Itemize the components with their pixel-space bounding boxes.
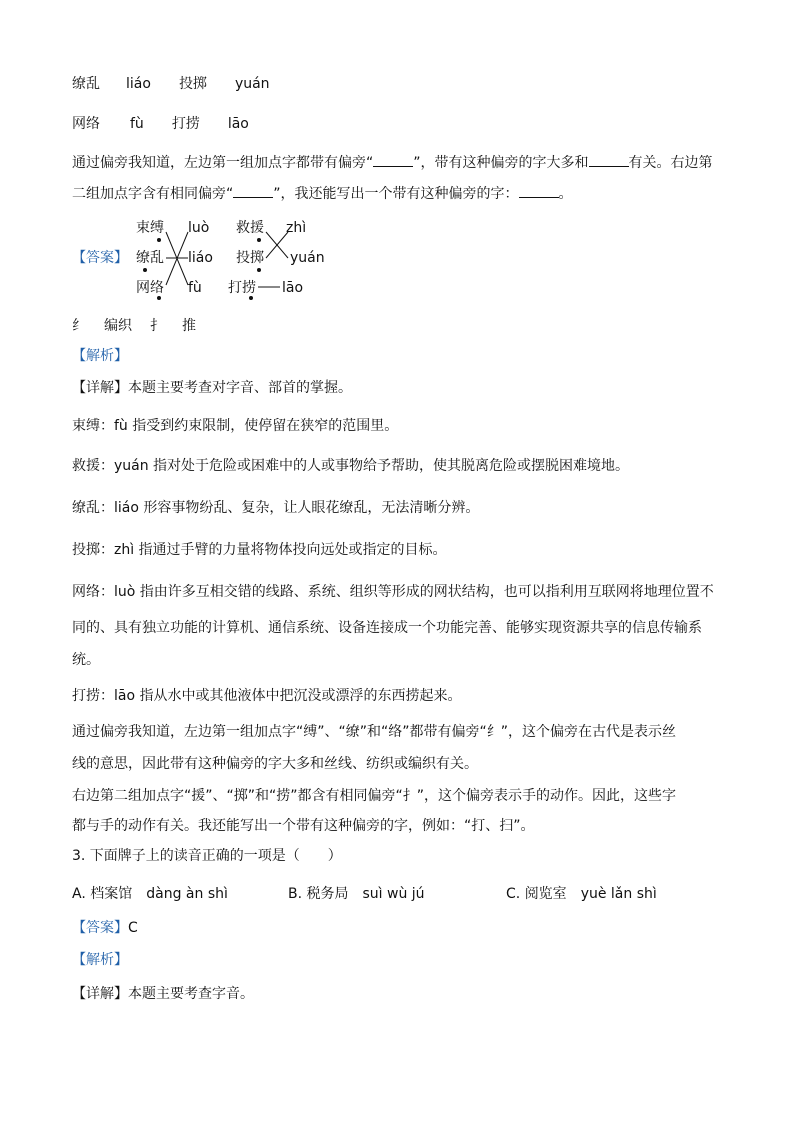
word: 打捞 xyxy=(171,116,200,132)
match-left-pinyin: fù xyxy=(188,280,202,296)
detail-line: 【详解】本题主要考查对字音、部首的掌握。 xyxy=(72,380,352,396)
match-right-word: 投掷 xyxy=(236,250,264,266)
dot-mark xyxy=(157,238,161,242)
explanation-line: 网络：luò 指由许多互相交错的线路、系统、组织等形成的网状结构，也可以指利用互联网将地理位置不 xyxy=(72,584,714,600)
analysis-label: 【解析】 xyxy=(72,348,128,364)
dot-mark xyxy=(257,268,261,272)
pinyin: fù xyxy=(130,116,144,132)
word: 缭乱 xyxy=(72,76,100,92)
question-line-2: 二组加点字含有相同偏旁“ ”，我还能写出一个带有这种偏旁的字： 。 xyxy=(72,183,573,204)
match-right-pinyin: lāo xyxy=(282,280,304,296)
explanation-line: 统。 xyxy=(72,652,100,668)
explanation-line: 通过偏旁我知道，左边第一组加点字“缚”、“缭”和“络”都带有偏旁“纟”，这个偏旁在古代是表示丝 xyxy=(72,724,677,740)
question-line-1: 通过偏旁我知道，左边第一组加点字都带有偏旁“ ”，带有这种偏旁的字大多和 有关。右边第 xyxy=(72,152,713,173)
match-right-pinyin: yuán xyxy=(290,250,325,266)
match-right-word: 打捞 xyxy=(228,280,256,296)
dot-mark xyxy=(157,296,161,300)
q3-answer: 【答案】C xyxy=(72,920,138,936)
q3-analysis-label: 【解析】 xyxy=(72,952,128,968)
dot-mark xyxy=(143,268,147,272)
explanation-line: 都与手的动作有关。我还能写出一个带有这种偏旁的字，例如：“打、扫”。 xyxy=(72,818,535,834)
match-left-word: 缭乱 xyxy=(136,250,164,266)
match-left-word: 网络 xyxy=(136,280,164,296)
match-left-pinyin: luò xyxy=(188,220,210,236)
q3-question: 3. 下面牌子上的读音正确的一项是（ ） xyxy=(72,848,342,864)
explanation-line: 救援：yuán 指对处于危险或困难中的人或事物给予帮助，使其脱离危险或摆脱困难境地。 xyxy=(72,458,630,474)
match-right-pinyin: zhì xyxy=(286,220,307,236)
answer-fill-line: 纟 编织 扌 推 xyxy=(72,318,196,334)
explanation-line: 打捞：lāo 指从水中或其他液体中把沉没或漂浮的东西捞起来。 xyxy=(72,688,462,704)
q3-option-b: B. 税务局 suì wù jú xyxy=(288,886,425,902)
q3-option-a: A. 档案馆 dàng àn shì xyxy=(72,886,228,902)
match-left-word: 束缚 xyxy=(136,220,164,236)
word: 网络 xyxy=(72,116,100,132)
word: 投掷 xyxy=(178,76,207,92)
dot-mark xyxy=(249,296,253,300)
dot-mark xyxy=(257,238,261,242)
match-right-word: 救援 xyxy=(236,220,264,236)
match-left-pinyin: liáo xyxy=(188,250,213,266)
explanation-line: 投掷：zhì 指通过手臂的力量将物体投向远处或指定的目标。 xyxy=(72,542,447,558)
answer-label: 【答案】 xyxy=(72,250,128,266)
pinyin: liáo xyxy=(126,76,151,92)
explanation-line: 同的、具有独立功能的计算机、通信系统、设备连接成一个功能完善、能够实现资源共享的信息传输系 xyxy=(72,620,702,636)
q3-option-c: C. 阅览室 yuè lǎn shì xyxy=(506,886,657,902)
q3-detail: 【详解】本题主要考查字音。 xyxy=(72,986,254,1002)
explanation-line: 束缚：fù 指受到约束限制，使停留在狭窄的范围里。 xyxy=(72,418,399,434)
explanation-line: 缭乱：liáo 形容事物纷乱、复杂，让人眼花缭乱，无法清晰分辨。 xyxy=(72,500,480,516)
explanation-line: 线的意思，因此带有这种偏旁的字大多和丝线、纺织或编织有关。 xyxy=(72,756,478,772)
pinyin: lāo xyxy=(227,116,249,132)
pinyin: yuán xyxy=(234,76,270,92)
explanation-line: 右边第二组加点字“援”、“掷”和“捞”都含有相同偏旁“扌”，这个偏旁表示手的动作。因此，这些字 xyxy=(72,788,677,804)
